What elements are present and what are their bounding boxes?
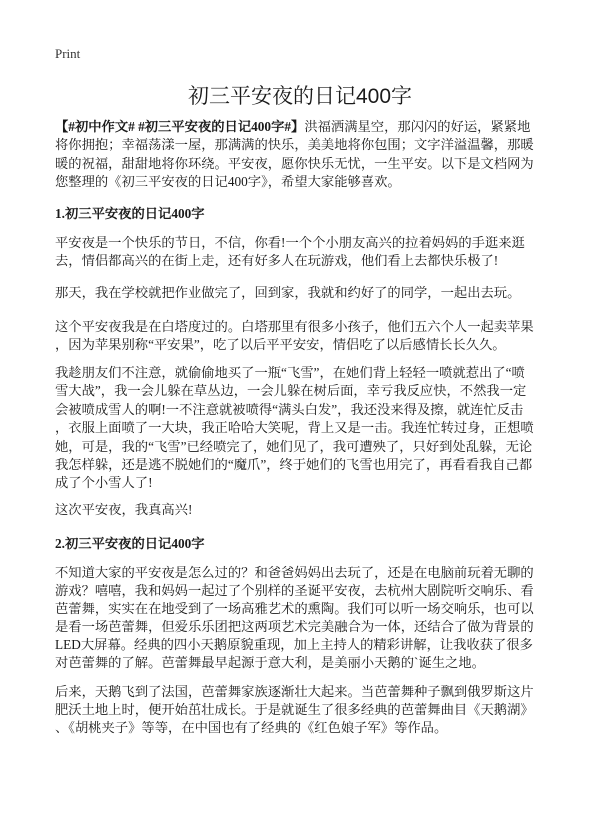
section-2-heading: 2.初三平安夜的日记400字 (55, 536, 205, 551)
paragraph: 那天，我在学校就把作业做完了，回到家，我就和约好了的同学，一起出去玩。 (55, 285, 521, 300)
print-link[interactable]: Print (55, 46, 81, 61)
paragraph: 不知道大家的平安夜是怎么过的？和爸爸妈妈出去玩了，还是在电脑前玩着无聊的 游戏？嘻嘻，我和妈妈一起过了个别样的圣诞平安夜，去杭州大剧院听交响乐、看 芭蕾舞，实实在在地受到了一场高雅艺术的熏陶。我们可以听一场交响乐，也可以 是看一场芭蕾舞，但爱乐乐团把这两项艺术完美融合为一体，还结合了做为背景的 LED大屏幕。经典的四小天鹅原貌重现，加上主持人的精彩讲解，让我收获了很多 对芭蕾舞的了解。芭蕾舞最早起源于意大利，是美丽小天鹅的`诞生之地。 (55, 565, 534, 670)
paragraph: 这次平安夜，我真高兴! (55, 502, 193, 517)
paragraph: 我趁朋友们不注意，就偷偷地买了一瓶“飞雪”，在她们背上轻轻一喷就惹出了“喷 雪大战”，我一会儿躲在草丛边，一会儿躲在树后面，幸亏我反应快，不然我一定 会被喷成雪人的啊!一不注意就被喷得“满头白发”，我还没来得及擦，就连忙反击 ，衣服上面喷了一大块，我正哈哈大笑呢，背上又是一击。我连忙转过身，正想喷 她，可是，我的“飞雪”已经喷完了，她们见了，我可遭殃了，只好到处乱躲，无论 我怎样躲，还是逃不脱她们的“魔爪”，终于她们的飞雪也用完了，再看看我自己都 成了个小雪人了! (55, 365, 534, 491)
document-title: 初三平安夜的日记400字 (187, 85, 413, 108)
paragraph: 这个平安夜我是在白塔度过的。白塔那里有很多小孩子，他们五六个人一起卖苹果 ，因为苹果别称“平安果”，吃了以后平平安安，情侣吃了以后感情长长久久。 (55, 319, 534, 353)
paragraph: 后来，天鹅飞到了法国，芭蕾舞家族逐渐壮大起来。当芭蕾舞种子飘到俄罗斯这片 肥沃土地上时，便开始茁壮成长。于是就诞生了很多经典的芭蕾舞曲目《天鹅湖》 、《胡桃夹子》等等，在中国也有了经典的《红色娘子军》等作品。 (55, 684, 534, 735)
intro-tag: 【#初中作文# #初三平安夜的日记400字#】 (55, 119, 305, 134)
section-1-heading: 1.初三平安夜的日记400字 (55, 206, 205, 221)
paragraph: 平安夜是一个快乐的节日，不信，你看!一个个小朋友高兴的拉着妈妈的手逛来逛 去，情侣都高兴的在街上走，还有好多人在玩游戏，他们看上去都快乐极了! (55, 235, 525, 269)
intro-paragraph: 【#初中作文# #初三平安夜的日记400字#】洪福洒满星空，那闪闪的好运，紧紧地 将你拥抱；幸福荡漾一屋，那满满的快乐，美美地将你包围；文字洋溢温馨，那暖 暖的祝福，甜甜地将你环绕。平安夜，愿你快乐无忧，一生平安。以下是文档网为 您整理的《初三平安夜的日记400字》，希望大家能够喜欢。 (55, 119, 534, 190)
